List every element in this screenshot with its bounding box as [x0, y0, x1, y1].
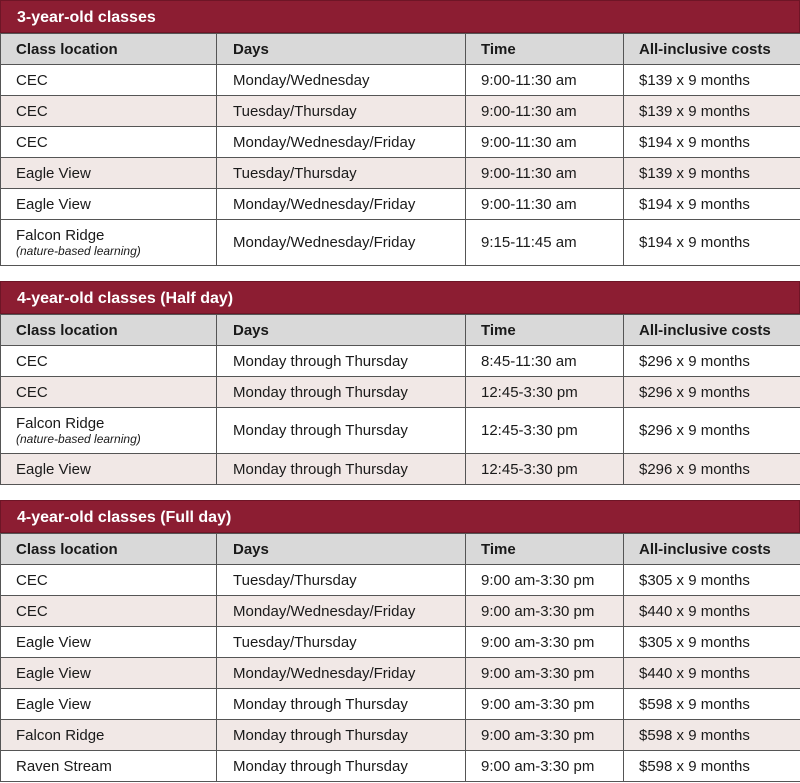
cell-cost: $139 x 9 months — [624, 158, 800, 189]
header-cost: All-inclusive costs — [624, 534, 800, 565]
cell-time: 9:00 am-3:30 pm — [466, 658, 624, 689]
cell-days: Monday/Wednesday — [217, 65, 466, 96]
cell-cost: $194 x 9 months — [624, 189, 800, 220]
header-time: Time — [466, 34, 624, 65]
table-row — [1, 689, 800, 720]
header-days: Days — [217, 534, 466, 565]
cell-time: 9:00-11:30 am — [466, 96, 624, 127]
cell-time: 8:45-11:30 am — [466, 346, 624, 377]
cell-time: 9:00-11:30 am — [466, 189, 624, 220]
cell-time: 9:15-11:45 am — [466, 220, 624, 266]
cell-days: Tuesday/Thursday — [217, 158, 466, 189]
cell-location — [1, 408, 217, 454]
cell-time: 9:00-11:30 am — [466, 65, 624, 96]
cell-location: CEC — [1, 96, 217, 127]
table-row — [1, 596, 800, 627]
cell-cost: $598 x 9 months — [624, 751, 800, 782]
cell-days: Monday through Thursday — [217, 689, 466, 720]
cell-cost: $440 x 9 months — [624, 596, 800, 627]
cell-time: 9:00 am-3:30 pm — [466, 596, 624, 627]
cell-days: Monday through Thursday — [217, 408, 466, 454]
cell-cost: $194 x 9 months — [624, 127, 800, 158]
section-4-year-old-half-day — [0, 281, 800, 485]
cell-cost: $305 x 9 months — [624, 627, 800, 658]
cell-days: Monday/Wednesday/Friday — [217, 127, 466, 158]
cell-time: 9:00 am-3:30 pm — [466, 565, 624, 596]
table-row — [1, 658, 800, 689]
cell-days: Monday/Wednesday/Friday — [217, 658, 466, 689]
schedule-table — [0, 33, 800, 266]
table-row — [1, 408, 800, 454]
table-row — [1, 189, 800, 220]
section-title: 4-year-old classes (Half day) — [0, 281, 800, 314]
header-cost: All-inclusive costs — [624, 34, 800, 65]
cell-location: Falcon Ridge — [1, 720, 217, 751]
header-location: Class location — [1, 34, 217, 65]
schedule-table — [0, 533, 800, 782]
cell-location: Eagle View — [1, 158, 217, 189]
cell-days: Monday/Wednesday/Friday — [217, 189, 466, 220]
header-location: Class location — [1, 534, 217, 565]
cell-cost: $296 x 9 months — [624, 346, 800, 377]
location-note: (nature-based learning) — [16, 244, 141, 258]
cell-cost: $296 x 9 months — [624, 408, 800, 454]
cell-location: Raven Stream — [1, 751, 217, 782]
table-row — [1, 346, 800, 377]
header-cost: All-inclusive costs — [624, 315, 800, 346]
cell-cost: $440 x 9 months — [624, 658, 800, 689]
cell-days: Monday through Thursday — [217, 377, 466, 408]
cell-cost: $305 x 9 months — [624, 565, 800, 596]
cell-time: 9:00 am-3:30 pm — [466, 627, 624, 658]
cell-cost: $139 x 9 months — [624, 65, 800, 96]
cell-days: Monday/Wednesday/Friday — [217, 220, 466, 266]
location-name: Falcon Ridge — [16, 227, 105, 244]
table-row — [1, 751, 800, 782]
section-title: 3-year-old classes — [0, 0, 800, 33]
header-row — [1, 534, 800, 565]
cell-location: Eagle View — [1, 189, 217, 220]
cell-location: Eagle View — [1, 658, 217, 689]
section-4-year-old-full-day — [0, 500, 800, 782]
header-row — [1, 315, 800, 346]
cell-location: CEC — [1, 377, 217, 408]
cell-location: CEC — [1, 65, 217, 96]
table-row — [1, 565, 800, 596]
cell-time: 9:00 am-3:30 pm — [466, 751, 624, 782]
cell-days: Monday through Thursday — [217, 720, 466, 751]
cell-days: Tuesday/Thursday — [217, 627, 466, 658]
header-days: Days — [217, 34, 466, 65]
cell-location: Eagle View — [1, 689, 217, 720]
cell-days: Monday through Thursday — [217, 346, 466, 377]
cell-location: CEC — [1, 565, 217, 596]
cell-time: 9:00-11:30 am — [466, 127, 624, 158]
cell-location: CEC — [1, 596, 217, 627]
table-row — [1, 127, 800, 158]
cell-location: Eagle View — [1, 454, 217, 485]
header-time: Time — [466, 534, 624, 565]
cell-cost: $296 x 9 months — [624, 377, 800, 408]
header-row — [1, 34, 800, 65]
cell-location: CEC — [1, 127, 217, 158]
table-row — [1, 377, 800, 408]
cell-cost: $194 x 9 months — [624, 220, 800, 266]
schedule-table — [0, 314, 800, 485]
table-row — [1, 627, 800, 658]
cell-location: Eagle View — [1, 627, 217, 658]
table-row — [1, 158, 800, 189]
cell-time: 12:45-3:30 pm — [466, 377, 624, 408]
cell-cost: $598 x 9 months — [624, 720, 800, 751]
cell-days: Monday through Thursday — [217, 751, 466, 782]
cell-location — [1, 220, 217, 266]
cell-location: CEC — [1, 346, 217, 377]
table-row — [1, 96, 800, 127]
location-note: (nature-based learning) — [16, 432, 141, 446]
cell-time: 12:45-3:30 pm — [466, 408, 624, 454]
section-3-year-old-classes — [0, 0, 800, 266]
cell-time: 12:45-3:30 pm — [466, 454, 624, 485]
cell-time: 9:00-11:30 am — [466, 158, 624, 189]
cell-days: Monday through Thursday — [217, 454, 466, 485]
cell-cost: $598 x 9 months — [624, 689, 800, 720]
section-title: 4-year-old classes (Full day) — [0, 500, 800, 533]
header-location: Class location — [1, 315, 217, 346]
table-row — [1, 220, 800, 266]
cell-time: 9:00 am-3:30 pm — [466, 720, 624, 751]
cell-days: Tuesday/Thursday — [217, 565, 466, 596]
cell-time: 9:00 am-3:30 pm — [466, 689, 624, 720]
cell-cost: $139 x 9 months — [624, 96, 800, 127]
table-row — [1, 65, 800, 96]
cell-days: Monday/Wednesday/Friday — [217, 596, 466, 627]
cell-days: Tuesday/Thursday — [217, 96, 466, 127]
table-row — [1, 454, 800, 485]
location-name: Falcon Ridge — [16, 415, 105, 432]
table-row — [1, 720, 800, 751]
cell-cost: $296 x 9 months — [624, 454, 800, 485]
header-days: Days — [217, 315, 466, 346]
header-time: Time — [466, 315, 624, 346]
